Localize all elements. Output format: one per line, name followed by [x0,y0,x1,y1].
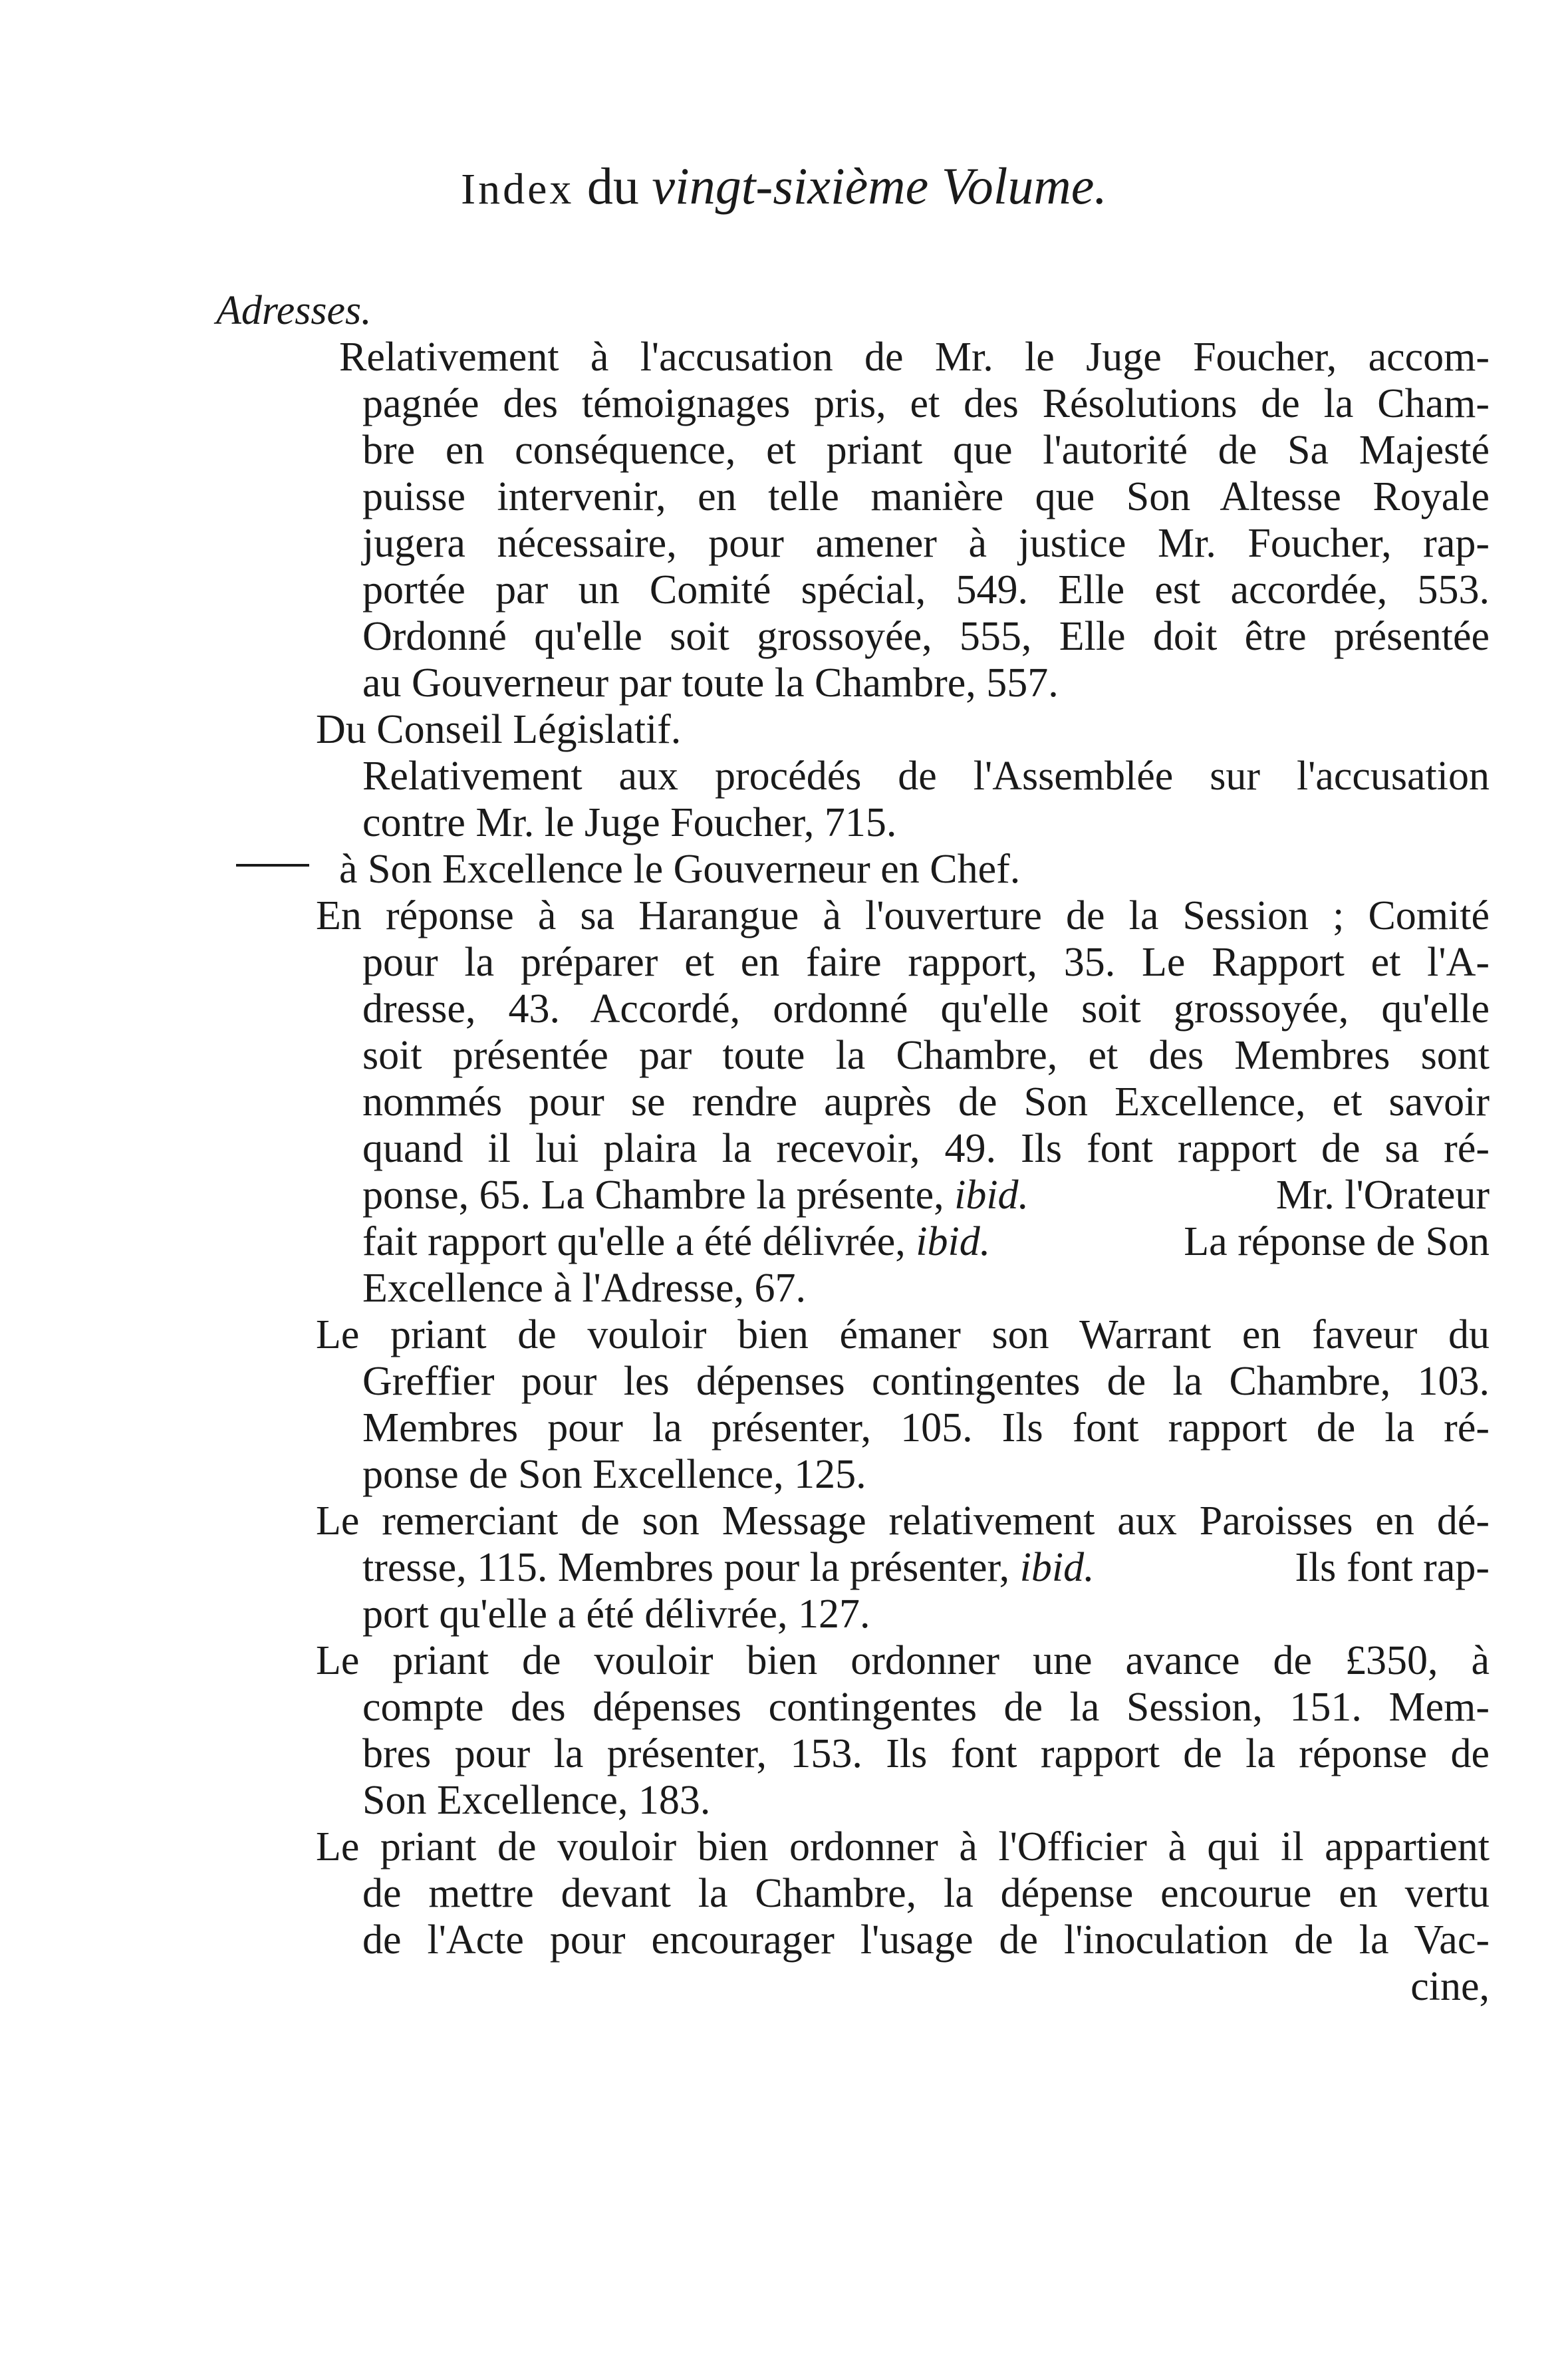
text-line: puisse intervenir, en telle manière que Son Altesse Royale [362,474,1490,519]
catchword: cine, [1410,1964,1490,2009]
text-segment: Mr. l'Orateur [1275,1173,1490,1218]
ibid-reference: ibid. [954,1173,1029,1218]
text-line: nommés pour se rendre auprès de Son Excellence, et savoir [362,1079,1490,1125]
text-line: Le priant de vouloir bien ordonner à l'Officier à qui il appartient [316,1824,1490,1870]
text-segment: La réponse de Son [1184,1219,1490,1264]
text-segment: tresse, 115. Membres pour la présenter, [362,1545,1010,1590]
page-title [0,150,1568,226]
text-line: soit présentée par toute la Chambre, et des Membres sont [362,1033,1490,1078]
title-du: du [587,157,639,215]
text-line: contre Mr. le Juge Foucher, 715. [362,800,897,845]
text-line: portée par un Comité spécial, 549. Elle est accordée, 553. [362,567,1490,613]
title-volume: vingt-sixième Volume. [652,157,1107,215]
text-line: ponse de Son Excellence, 125. [362,1452,866,1497]
text-line: pagnée des témoignages pris, et des Résolutions de la Cham- [362,381,1490,426]
text-line: quand il lui plaira la recevoir, 49. Ils font rapport de sa ré- [362,1126,1490,1171]
text-line: pour la préparer et en faire rapport, 35. Le Rapport et l'A- [362,940,1490,985]
text-line: dresse, 43. Accordé, ordonné qu'elle soit grossoyée, qu'elle [362,986,1490,1032]
text-line: Son Excellence, 183. [362,1778,711,1823]
text-line: de mettre devant la Chambre, la dépense encourue en vertu [362,1871,1490,1916]
text-line: Le priant de vouloir bien ordonner une avance de £350, à [316,1638,1490,1683]
section-heading: Adresses. [216,288,372,333]
text-line: de l'Acte pour encourager l'usage de l'inoculation de la Vac- [362,1917,1490,1963]
text-line: Excellence à l'Adresse, 67. [362,1266,807,1311]
text-line: Greffier pour les dépenses contingentes de la Chambre, 103. [362,1359,1490,1404]
text-line: bre en conséquence, et priant que l'autorité de Sa Majesté [362,428,1490,473]
subheading-line: Du Conseil Législatif. [316,707,682,752]
text-segment: fait rapport qu'elle a été délivrée, [362,1219,906,1264]
text-segment: ponse, 65. La Chambre la présente, [362,1173,944,1218]
text-line: Relativement à l'accusation de Mr. le Juge Foucher, accom- [339,335,1490,380]
ditto-dash [236,864,309,867]
text-line: jugera nécessaire, pour amener à justice Mr. Foucher, rap- [362,521,1490,566]
text-line: Le priant de vouloir bien émaner son Warrant en faveur du [316,1312,1490,1357]
title-index-word: Index [461,165,575,213]
text-segment: Ils font rap- [1295,1545,1490,1590]
subheading-line: à Son Excellence le Gouverneur en Chef. [339,847,1021,892]
ibid-reference: ibid. [916,1219,991,1264]
text-line: Membres pour la présenter, 105. Ils font rapport de la ré- [362,1405,1490,1451]
ibid-reference: ibid. [1019,1545,1095,1590]
text-line: compte des dépenses contingentes de la Session, 151. Mem- [362,1685,1490,1730]
text-line: Le remerciant de son Message relativement aux Paroisses en dé- [316,1498,1490,1544]
text-line: Ordonné qu'elle soit grossoyée, 555, Elle doit être présentée [362,614,1490,659]
text-line: port qu'elle a été délivrée, 127. [362,1592,870,1637]
text-line-mixed [362,1218,1490,1265]
text-line: au Gouverneur par toute la Chambre, 557. [362,660,1059,706]
text-line: Relativement aux procédés de l'Assemblée sur l'accusation [362,754,1490,799]
text-line: bres pour la présenter, 153. Ils font rapport de la réponse de [362,1731,1490,1776]
text-line-mixed [362,1544,1490,1591]
text-line: En réponse à sa Harangue à l'ouverture de la Session ; Comité [316,893,1490,938]
text-line-mixed [362,1172,1490,1218]
